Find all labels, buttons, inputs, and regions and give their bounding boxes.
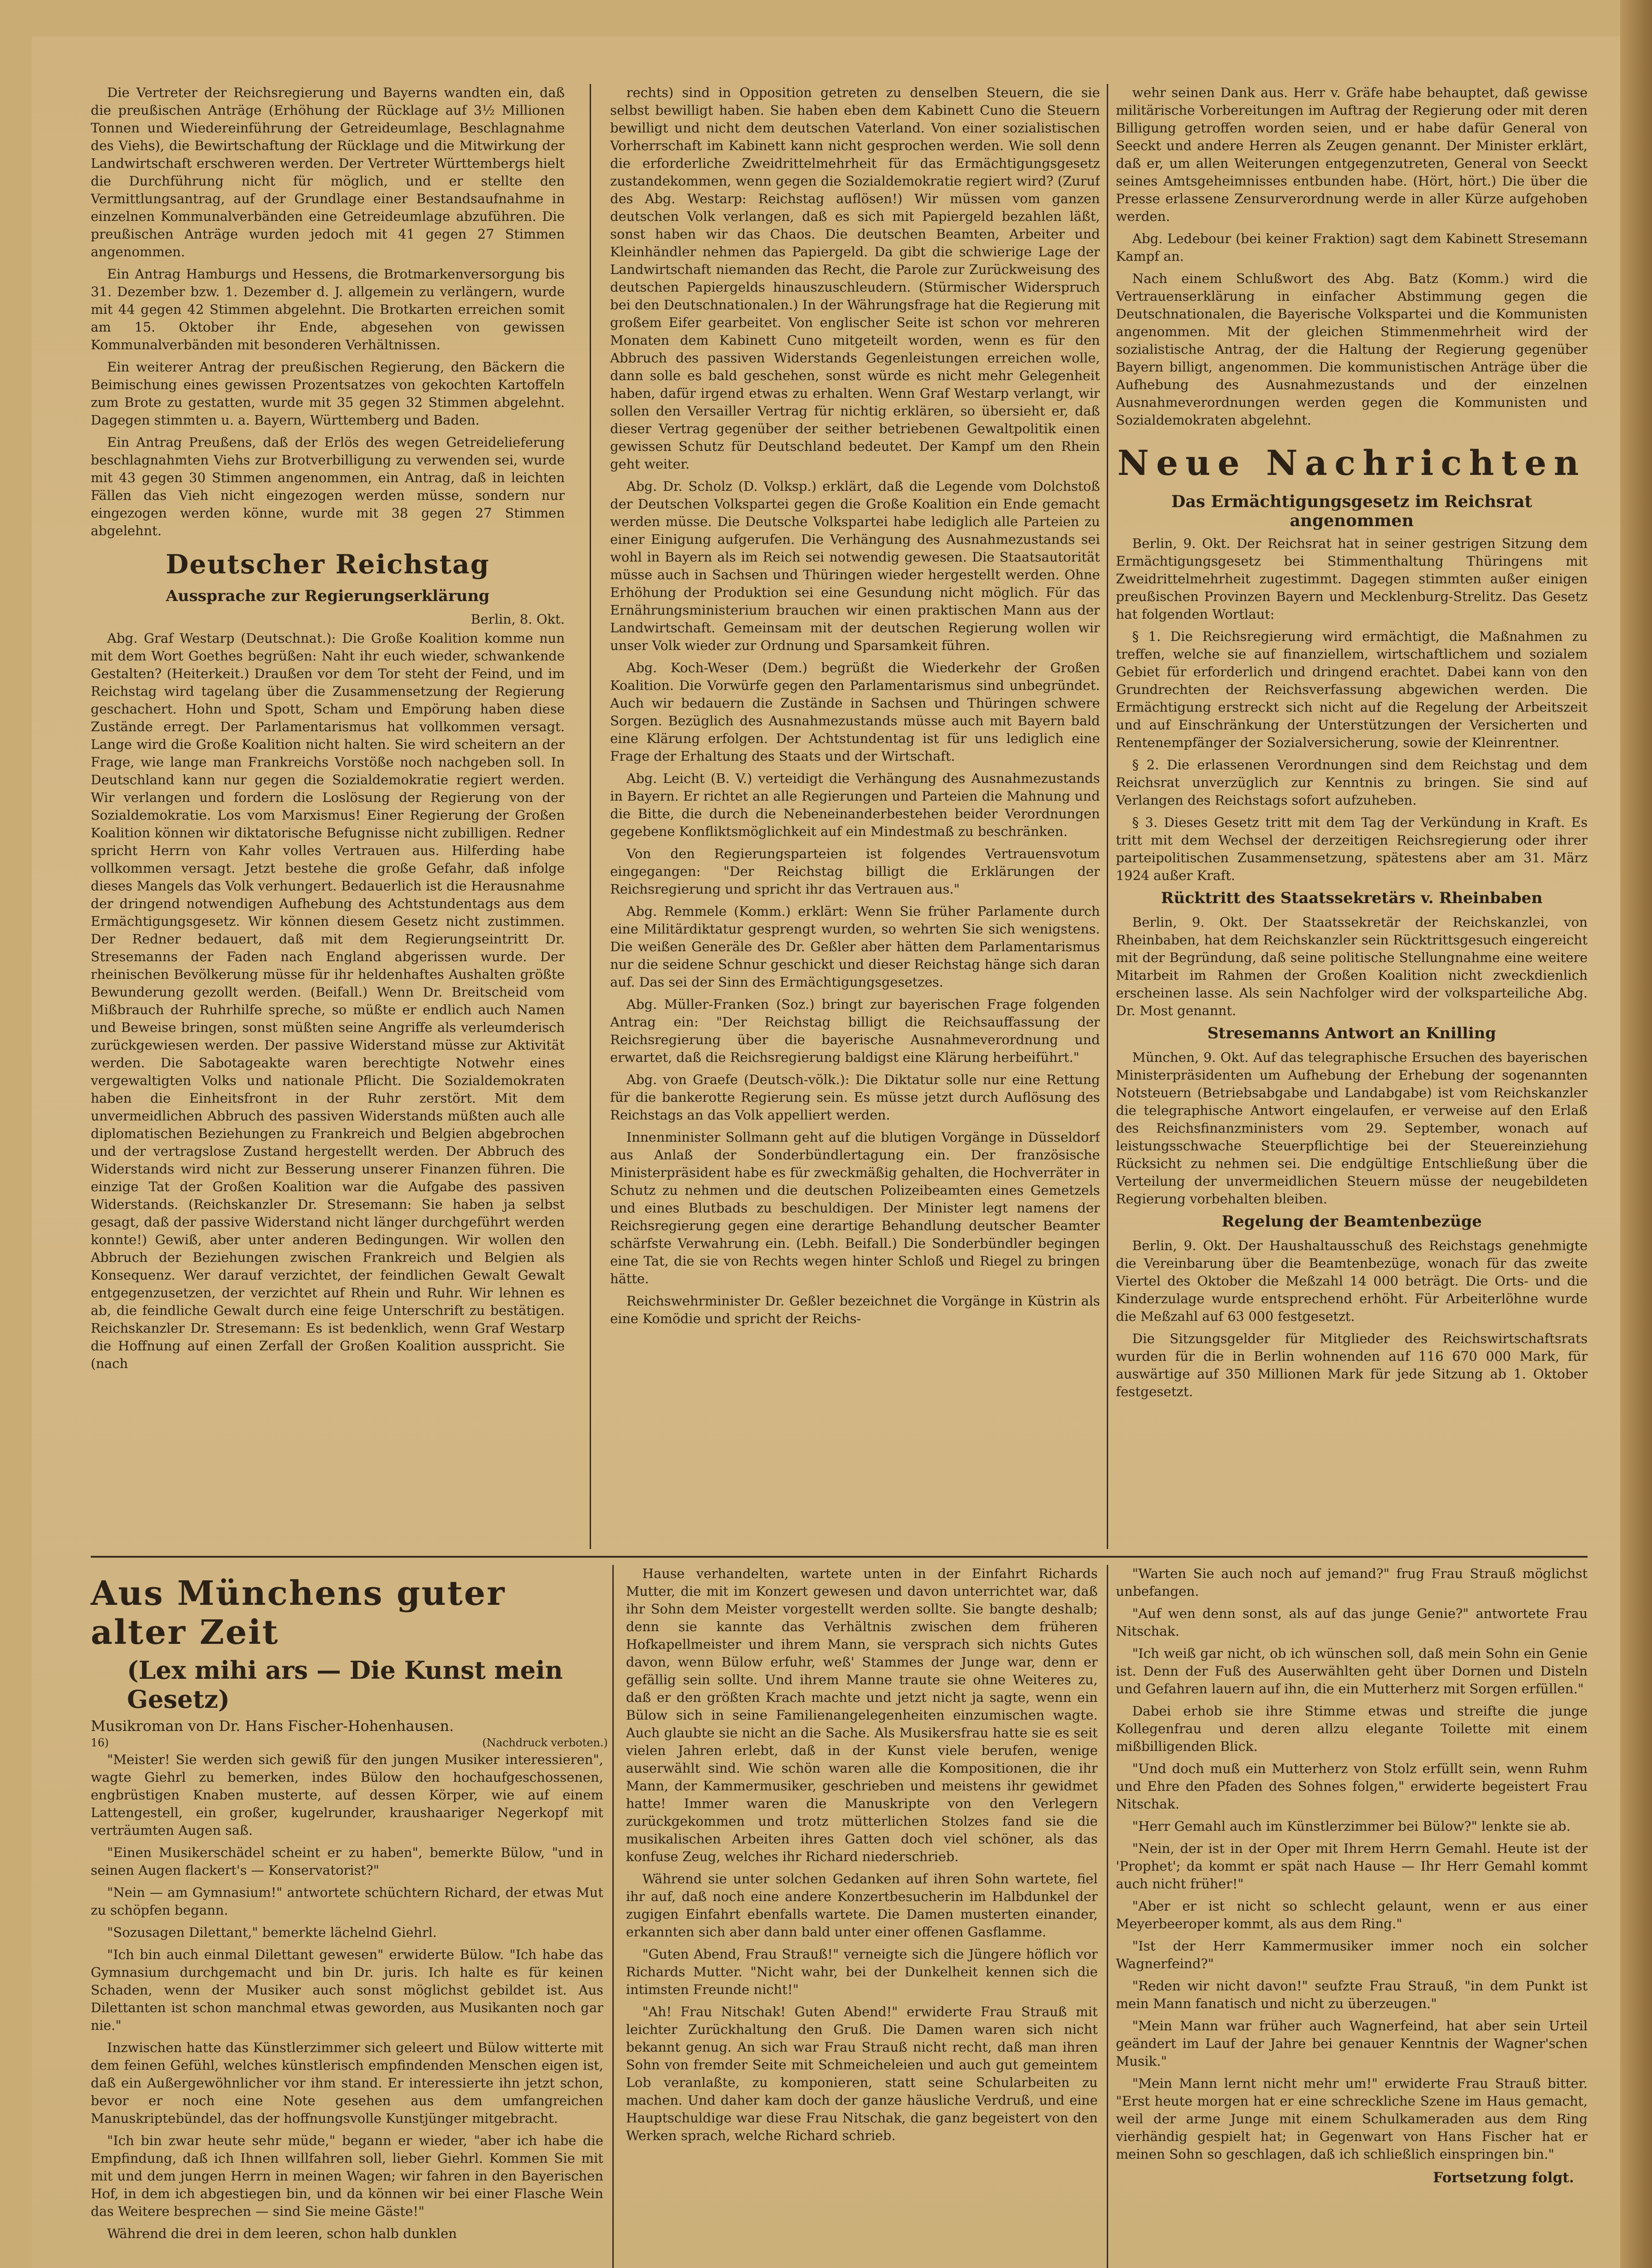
paragraph: § 2. Die erlassenen Verordnungen sind dem Reichstag und dem Reichsrat unverzüglich zur Kenntnis zu bringen. Sie sind auf Verlangen des Reichstags sofort aufzuheben. xyxy=(1116,757,1588,808)
paragraph: "Ah! Frau Nitschak! Guten Abend!" erwiderte Frau Strauß mit leichter Zurückhaltung den Gruß. Die Damen waren sich nicht bekannt genug. An sich war Frau Strauß nicht recht, daß man ihren Sohn von fremder Seite mit Schmeicheleien und auch gut gemeintem Lob veranlaßte, zu komponieren, statt seine Schularbeiten zu machen. Und daher kam doch der ganze häusliche Verdruß, und eine Hauptschuldige war diese Frau Nitschak, die ganz begeistert von den Werken sprach, welche Richard schrieb. xyxy=(626,2004,1098,2143)
paragraph: München, 9. Okt. Auf das telegraphische Ersuchen des bayerischen Ministerpräsidenten um Aufhebung der Erhebung der sogenannten Notsteuern (Betriebsabgabe und Landabgabe) ist vom Reichskanzler die telegraphische Antwort eingelaufen, er verweise auf den Erlaß des Reichsfinanzministers vom 29. September, wonach auf leistungsschwache Steuerpflichtige bei der Steuereinziehung Rücksicht zu nehmen sei. Die endgültige Entschließung über die Verteilung der unvermeidlichen Steuern müsse der neugebildeten Regierung vorbehalten bleiben. xyxy=(1116,1050,1588,1207)
paragraph: "Ich bin zwar heute sehr müde," begann er wieder, "aber ich habe die Empfindung, daß ich Ihnen willfahren soll, lieber Giehrl. Kommen Sie mit mit und dem jungen Herrn in meinen Wagen; wir fahren in den Bayerischen Hof, in dem ich abgestiegen bin, und da können wir bei einer Flasche Wein das Weitere besprechen — sind Sie meine Gäste!" xyxy=(91,2133,603,2219)
serial-meta xyxy=(91,1736,608,1749)
dateline: Berlin, 8. Okt. xyxy=(470,611,565,627)
paragraph: Nach einem Schlußwort des Abg. Batz (Komm.) wird die Vertrauenserklärung in einfacher Abstimmung gegen die Deutschnationalen, die Bayerische Volkspartei und die Kommunisten angenommen. Mit der gleichen Stimmenmehrheit wird der sozialistische Antrag, der die Haltung der Regierung gegenüber Bayern billigt, angenommen. Die kommunistischen Anträge über die Aufhebung des Ausnahmezustands und der einzelnen Ausnahmeverordnungen werden gegen die Kommunisten und Sozialdemokraten abgelehnt. xyxy=(1116,271,1588,428)
paragraph: Abg. Koch-Weser (Dem.) begrüßt die Wiederkehr der Großen Koalition. Die Vorwürfe gegen den Parlamentarismus sind unbegründet. Auch wir bedauern die Zustände in Sachsen und Thüringen schwere Sorgen. Bezüglich des Ausnahmezustands müsse auch mit Bayern bald eine Klärung erfolgen. Der Achtstundentag ist für uns lediglich eine Frage der Erhaltung des Staats und der Wirtschaft. xyxy=(610,660,1100,764)
paragraph: Berlin, 9. Okt. Der Staatssekretär der Reichskanzlei, von Rheinbaben, hat dem Reichskanzler sein Rücktrittsgesuch eingereicht mit der Begründung, daß seine politische Stellungnahme eine weitere Mitarbeit im Rahmen der Großen Koalition nicht zweckdienlich erscheinen lasse. Als sein Nachfolger wird der volksparteiliche Abg. Dr. Most genannt. xyxy=(1116,914,1588,1018)
column-1 xyxy=(91,84,565,1549)
serial-column-2 xyxy=(626,1565,1098,2268)
paragraph: Abg. Ledebour (bei keiner Fraktion) sagt dem Kabinett Stresemann Kampf an. xyxy=(1116,231,1588,264)
section-title-reichstag: Deutscher Reichstag xyxy=(166,549,490,580)
column-divider xyxy=(1107,1565,1108,2268)
paragraph: Ein Antrag Hamburgs und Hessens, die Brotmarkenversorgung bis 31. Dezember bzw. 1. Dezember d. J. allgemein zu verlängern, wurde mit 44 gegen 42 Stimmen abgelehnt. Die Brotkarten erreichen somit am 15. Oktober ihr Ende, abgesehen von gewissen Kommunalverbänden mit besonderen Verhältnissen. xyxy=(91,266,565,352)
copyright-note: (Nachdruck verboten.) xyxy=(482,1736,608,1749)
article-title: Das Ermächtigungsgesetz im Reichsrat angenommen xyxy=(1171,492,1532,530)
paragraph: "Einen Musikerschädel scheint er zu haben", bemerkte Bülow, "und in seinen Augen flackert's — Konservatorist?" xyxy=(91,1845,603,1878)
paragraph: "Aber er ist nicht so schlecht gelaunt, wenn er aus einer Meyerbeeroper kommt, als aus dem Ring." xyxy=(1116,1898,1588,1931)
continued-note: Fortsetzung folgt. xyxy=(1433,2170,1574,2186)
paragraph: Ein weiterer Antrag der preußischen Regierung, den Bäckern die Beimischung eines gewissen Prozentsatzes von gekochten Kartoffeln zum Brote zu gestatten, wurde mit 35 gegen 32 Stimmen abgelehnt. Dagegen stimmten u. a. Bayern, Württemberg und Baden. xyxy=(91,359,565,428)
paragraph: Reichswehrminister Dr. Geßler bezeichnet die Vorgänge in Küstrin als eine Komödie und spricht der Reichs- xyxy=(610,1293,1100,1326)
section-title-news: Neue Nachrichten xyxy=(1117,443,1586,483)
paragraph: Inzwischen hatte das Künstlerzimmer sich geleert und Bülow witterte mit dem feinen Gefühl, welches künstlerisch empfindenden Menschen eigen ist, daß ein Außergewöhnlicher vor ihm stand. Er interessierte ihn jetzt schon, bevor er noch eine Note gesehen aus dem umfangreichen Manuskriptebündel, das der hoffnungsvolle Kunstjünger mitgebracht. xyxy=(91,2040,603,2126)
paragraph: Hause verhandelten, wartete unten in der Einfahrt Richards Mutter, die mit im Konzert gewesen und davon unterrichtet war, daß ihr Sohn dem Meister vorgestellt werden sollte. Sie bangte deshalb; denn sie kannte das Verhältnis zwischen dem früheren Hofkapellmeister und ihrem Mann, sie versprach sich nichts Gutes davon, wenn Bülow erfuhr, weß' Stammes der Junge war, denn er gefällig sein sollte. Und ihrem Manne traute sie ohne Weiteres zu, daß er den größten Krach machte und jetzt nicht ja sagte, wenn ein Bülow sich in seine Familienangelegenheiten einzumischen wagte. Auch glaubte sie nicht an die Sache. Als Musikersfrau hatte sie es seit vielen Jahren erlebt, daß in der Kunst viele berufen, wenige auserwählt sind. Wie schön waren alle die Kompositionen, die ihr Mann, der Kammermusiker, geschrieben und meistens ihr gewidmet hatte! Immer waren die Manuskripte von den Verlegern zurückgekommen und trotz mütterlichen Stolzes fand sie die musikalischen Arbeiten ihres Gatten doch viel schöner, als das konfuse Zeug, welches ihr Richard niederschrieb. xyxy=(626,1566,1098,1864)
paragraph: wehr seinen Dank aus. Herr v. Gräfe habe behauptet, daß gewisse militärische Vorbereitungen im Auftrag der Regierung oder mit deren Billigung getroffen worden seien, und er habe dafür General von Seeckt und andere Herren als Zeugen genannt. Der Minister erklärt, daß er, um allen Weiterungen entgegenzutreten, General von Seeckt seines Amtsgeheimnisses entbunden habe. (Hört, hört.) Die über die Presse erlassene Zensurverordnung werde in aller Kürze aufgehoben werden. xyxy=(1116,85,1588,224)
paragraph: "Reden wir nicht davon!" seufzte Frau Strauß, "in dem Punkt ist mein Mann fanatisch und nicht zu überzeugen." xyxy=(1116,1978,1588,2011)
serial-number: 16) xyxy=(91,1736,109,1749)
serial-subtitle: (Lex mihi ars — Die Kunst mein Gesetz) xyxy=(127,1656,563,1714)
paragraph: Abg. Graf Westarp (Deutschnat.): Die Große Koalition komme nun mit dem Wort Goethes begrüßen: Naht ihr euch wieder, schwankende Gestalten? (Heiterkeit.) Draußen vor dem Tor steht der Feind, und im Reichstag wird tagelang über die Zusammensetzung der Regierung geschachert. Hohn und Spott, Scham und Empörung haben diese Zustände erregt. Der Parlamentarismus hat vollkommen versagt. Lange wird die Große Koalition nicht halten. Sie wird scheitern an der Frage, wie lange man Frankreichs Vorstöße noch nachgeben soll. In Deutschland kann nur gegen die Sozialdemokratie regiert werden. Wir verlangen und fordern die Loslösung der Regierung von der Sozialdemokratie. Los vom Marxismus! Einer Regierung der Großen Koalition können wir diktatorische Befugnisse nicht zubilligen. Redner spricht Herrn von Kahr volles Vertrauen aus. Hilferding habe vollkommen versagt. Jetzt bestehe die große Gefahr, daß infolge dieses Mangels das Volk verhungert. Bedauerlich ist die Herausnahme der dringend notwendigen Aufhebung des Achtstundentags aus dem Ermächtigungsgesetz. Wir können diesem Gesetz nicht zustimmen. Der Redner bedauert, daß mit dem Regierungseintritt Dr. Stresemanns der Faden nach England abgerissen wurde. Der rheinischen Bevölkerung müsse für ihr heldenhaftes Aushalten größte Bewunderung gezollt werden. (Beifall.) Wenn Dr. Breitscheid vom Mißbrauch der Ruhrhilfe spreche, so müßte er endlich auch Namen und Beweise bringen, sonst müßten seine Angriffe als verleumderisch zurückgewiesen werden. Der passive Widerstand müsse zur Aktivität werden. Die Sabotageakte waren berechtigte Notwehr eines vergewaltigten Volks und nationale Pflicht. Die Sozialdemokraten haben die Einheitsfront in der Ruhr zerstört. Mit dem unvermeidlichen Abbruch des passiven Widerstands müßten auch alle diplomatischen Beziehungen zu Frankreich und Belgien abgebrochen und der vertragslose Zustand hergestellt werden. Der Abbruch des Widerstands wird nicht zur Besserung unserer Finanzen führen. Die einzige Tat der Großen Koalition war die Aufgabe des passiven Widerstands. (Reichskanzler Dr. Stresemann: Sie haben ja selbst gesagt, daß der passive Widerstand nicht länger durchgeführt werden konnte!) Gewiß, aber unter anderen Bedingungen. Wir wollen den Abbruch der Beziehungen zwischen Frankreich und Belgien als Konsequenz. Wer darauf verzichtet, der feindlichen Gewalt Gewalt entgegenzusetzen, der verzichtet auf Rhein und Ruhr. Wir lehnen es ab, die feindliche Gewalt durch eine feige Unterschrift zu bestätigen. Reichskanzler Dr. Stresemann: Es ist bedenklich, wenn Graf Westarp die Hoffnung auf einen Zerfall der Großen Koalition ausspricht. Sie (nach xyxy=(91,631,565,1371)
serial-byline: Musikroman von Dr. Hans Fischer-Hohenhausen. xyxy=(91,1717,454,1735)
paragraph: "Nein, der ist in der Oper mit Ihrem Herrn Gemahl. Heute ist der 'Prophet'; da kommt er spät nach Hause — Ihr Herr Gemahl kommt auch nicht früher!" xyxy=(1116,1841,1588,1892)
paragraph: "Nein — am Gymnasium!" antwortete schüchtern Richard, der etwas Mut zu schöpfen begann. xyxy=(91,1885,603,1918)
serial-header xyxy=(91,1574,608,1753)
paragraph: Ein Antrag Preußens, daß der Erlös des wegen Getreidelieferung beschlagnahmten Viehs zur Brotverbilligung zu verwenden sei, wurde mit 43 gegen 30 Stimmen angenommen, ein Antrag, daß in leichten Fällen das Vieh nicht eingezogen werden müsse, sondern nur eingezogen werden könne, wurde mit 38 gegen 27 Stimmen abgelehnt. xyxy=(91,435,565,538)
paragraph: § 1. Die Reichsregierung wird ermächtigt, die Maßnahmen zu treffen, welche sie auf finanziellem, wirtschaftlichem und sozialem Gebiet für erforderlich und dringend erachtet. Dabei kann von den Grundrechten der Reichsverfassung abgewichen werden. Die Ermächtigung erstreckt sich nicht auf die Regelung der Arbeitszeit und auf Einschränkung der Unterstützungen der Versicherten und Rentenempfänger der Sozialversicherung, sowie der Kleinrentner. xyxy=(1116,629,1588,750)
paragraph: Berlin, 9. Okt. Der Haushaltausschuß des Reichstags genehmigte die Vereinbarung über die Beamtenbezüge, wonach für das zweite Viertel des Oktober die Meßzahl 14 000 beträgt. Die Orts- und die Kinderzulage wurde entsprechend erhöht. Für Arbeiterlöhne wurde die Meßzahl auf 63 000 festgesetzt. xyxy=(1116,1238,1588,1324)
paragraph: Während die drei in dem leeren, schon halb dunklen xyxy=(107,2226,457,2241)
article-title: Rücktritt des Staatssekretärs v. Rheinbaben xyxy=(1161,889,1543,907)
serial-title: Aus Münchens guter alter Zeit xyxy=(91,1574,506,1652)
page-edge-shadow xyxy=(1620,0,1652,2268)
paragraph: "Meister! Sie werden sich gewiß für den jungen Musiker interessieren", wagte Giehrl zu bemerken, indes Bülow den hochaufgeschossenen, engbrüstigen Knaben musterte, auf dessen Körper, wie auf einem Lattengestell, ein großer, kugelrunder, kraushaariger Negerkopf mit verträumten Augen saß. xyxy=(91,1752,603,1838)
paragraph: Abg. Dr. Scholz (D. Volksp.) erklärt, daß die Legende vom Dolchstoß der Deutschen Volkspartei gegen die Große Koalition ein Ende gemacht werden müsse. Die Deutsche Volkspartei habe lediglich alle Parteien zu einer Einigung aufgerufen. Die Verhängung des Ausnahmezustands sei wohl in Bayern als im Reich sei notwendig gewesen. Die Staatsautorität müsse auch in Sachsen und Thüringen wieder hergestellt werden. Ohne Erhöhung der Produktion sei eine Gesundung nicht möglich. Für das Ernährungsministerium brauchen wir einen praktischen Mann aus der Landwirtschaft. Gemeinsam mit der deutschen Regierung wollen wir unser Volk wieder zur Ordnung und Sparsamkeit führen. xyxy=(610,479,1100,653)
paragraph: Die Vertreter der Reichsregierung und Bayerns wandten ein, daß die preußischen Anträge (Erhöhung der Rücklage auf 3½ Millionen Tonnen und Wiedereinführung der Getreideumlage, Beschlagnahme des Viehs), die Bewirtschaftung der Rücklage und die Mitwirkung der Landwirtschaft erschweren werden. Der Vertreter Württembergs hielt die Durchführung nicht für möglich, und er stellte den Vermittlungsantrag, auf der Grundlage einer Bestandsaufnahme in einzelnen Kommunalverbänden eine Getreideumlage abzuführen. Die preußischen Anträge wurden jedoch mit 41 gegen 27 Stimmen angenommen. xyxy=(91,85,565,259)
column-divider xyxy=(1107,84,1108,1549)
paragraph: "Mein Mann war früher auch Wagnerfeind, hat aber sein Urteil geändert im Lauf der Jahre bei genauer Kenntnis der Wagner'schen Musik." xyxy=(1116,2018,1588,2069)
paragraph: "Ist der Herr Kammermusiker immer noch ein solcher Wagnerfeind?" xyxy=(1116,1938,1588,1971)
paragraph: Während sie unter solchen Gedanken auf ihren Sohn wartete, fiel ihr auf, daß noch eine andere Konzertbesucherin im Halbdunkel der zugigen Einfahrt ebenfalls wartete. Die Damen musterten einander, erkannten sich aber dann bald unter einer offenen Gasflamme. xyxy=(626,1871,1098,1940)
paragraph: Abg. Leicht (B. V.) verteidigt die Verhängung des Ausnahmezustands in Bayern. Er richtet an alle Regierungen und Parteien die Mahnung und die Bitte, die durch die Nebeneinanderbestehen beider Verordnungen gegebene Konfliktsmöglichkeit auf ein Mindestmaß zu beschränken. xyxy=(610,771,1100,839)
paragraph: "Warten Sie auch noch auf jemand?" frug Frau Strauß möglichst unbefangen. xyxy=(1116,1566,1588,1599)
paragraph: rechts) sind in Opposition getreten zu denselben Steuern, die sie selbst bewilligt haben. Sie haben eben dem Kabinett Cuno die Steuern bewilligt und nicht dem deutschen Vaterland. Von einer sozialistischen Vorherrschaft im Kabinett kann nicht gesprochen werden. Wie soll denn die erforderliche Zweidrittelmehrheit für das Ermächtigungsgesetz zustandekommen, wenn gegen die Sozialdemokratie regiert wird? (Zuruf des Abg. Westarp: Reichstag auflösen!) Wir müssen vom ganzen deutschen Volk verlangen, daß es sich mit Papiergeld bezahlen läßt, sonst haben wir das Chaos. Die deutschen Beamten, Arbeiter und Kleinhändler nehmen das Papiergeld. Da gibt die schwierige Lage der Landwirtschaft niemanden das Recht, die Parole zur Zurückweisung des deutschen Papiergelds hinauszuschleudern. (Stürmischer Widerspruch bei den Deutschnationalen.) In der Währungsfrage hat die Regierung mit großem Eifer gearbeitet. Von englischer Seite ist schon vor mehreren Monaten dem Kabinett Cuno mitgeteilt worden, wenn es für den Abbruch des passiven Widerstands Gegenleistungen erreichen wolle, dann solle es bald geschehen, sonst würde es nicht mehr Gelegenheit haben, dafür irgend etwas zu erhalten. Wenn Graf Westarp verlangt, wir sollen den Versailler Vertrag für nichtig erklären, so übersieht er, daß dieser Vertrag gegenüber der seither betriebenen Gewaltpolitik einen gewissen Schutz für Deutschland bedeutet. Der Kampf um den Rhein geht weiter. xyxy=(610,85,1100,472)
paragraph: "Und doch muß ein Mutterherz von Stolz erfüllt sein, wenn Ruhm und Ehre den Pfaden des Sohnes folgen," erwiderte begeistert Frau Nitschak. xyxy=(1116,1761,1588,1812)
paragraph: Innenminister Sollmann geht auf die blutigen Vorgänge in Düsseldorf aus Anlaß der Sonderbündlertagung ein. Der französische Ministerpräsident habe es für zweckmäßig gehalten, die Hochverräter in Schutz zu nehmen und die deutschen Polizeibeamten eines Gemetzels und eines Blutbads zu beschuldigen. Der Minister legt namens der Reichsregierung gegen eine derartige Behandlung deutscher Beamter schärfste Verwahrung ein. (Lebh. Beifall.) Die Sonderbündler begingen eine Tat, die sie von Rechts wegen hinter Schloß und Riegel zu bringen hätte. xyxy=(610,1129,1100,1286)
article-title: Regelung der Beamtenbezüge xyxy=(1222,1212,1482,1231)
column-3 xyxy=(1116,84,1588,1549)
article-title: Stresemanns Antwort an Knilling xyxy=(1207,1024,1496,1042)
column-divider xyxy=(612,1565,614,2268)
paragraph: Abg. von Graefe (Deutsch-völk.): Die Diktatur solle nur eine Rettung für die bankerotte Regierung sein. Es müsse jetzt durch Auflösung des Reichstags an das Volk appelliert werden. xyxy=(610,1072,1100,1123)
paragraph: "Ich bin auch einmal Dilettant gewesen" erwiderte Bülow. "Ich habe das Gymnasium durchgemacht und bin Dr. juris. Ich halte es für keinen Schaden, wenn der Musiker auch sonst möglichst gebildet ist. Aus Dilettanten ist schon manchmal etwas geworden, aus Musikanten noch gar nie." xyxy=(91,1947,603,2033)
grain-report xyxy=(91,84,565,540)
paragraph: Von den Regierungsparteien ist folgendes Vertrauensvotum eingegangen: "Der Reichstag billigt die Erklärungen der Reichsregierung und spricht ihr das Vertrauen aus." xyxy=(610,846,1100,897)
column-2 xyxy=(610,84,1100,1549)
paragraph: Die Sitzungsgelder für Mitglieder des Reichswirtschaftsrats wurden für die in Berlin wohnenden auf 116 670 000 Mark, für auswärtige auf 350 Millionen Mark für jede Sitzung ab 1. Oktober festgesetzt. xyxy=(1116,1331,1588,1399)
paragraph: Abg. Müller-Franken (Soz.) bringt zur bayerischen Frage folgenden Antrag ein: "Der Reichstag billigt die Reichsauffassung der Reichsregierung über die bayerische Ausnahmeverordnung und erwartet, daß die Reichsregierung baldigst eine Klärung herbeiführt." xyxy=(610,997,1100,1065)
paragraph: Abg. Remmele (Komm.) erklärt: Wenn Sie früher Parlamente durch eine Militärdiktatur gesprengt wurden, so wehrten Sie sich wenigstens. Die weißen Generäle des Dr. Geßler aber hätten dem Parlamentarismus nur die seidene Schnur geschickt und dieser Reichstag hänge sich daran auf. Das sei der Sinn des Ermächtigungsgesetzes. xyxy=(610,904,1100,990)
paragraph: "Guten Abend, Frau Strauß!" verneigte sich die Jüngere höflich vor Richards Mutter. "Nicht wahr, bei der Dunkelheit kennen sich die intimsten Freunde nicht!" xyxy=(626,1946,1098,1997)
section-subtitle: Aussprache zur Regierungserklärung xyxy=(166,587,490,605)
section-divider xyxy=(91,1556,1588,1558)
paragraph: "Mein Mann lernt nicht mehr um!" erwiderte Frau Strauß bitter. "Erst heute morgen hat er eine schreckliche Szene im Haus gemacht, weil der arme Junge mit einem Schulkameraden aus dem Ring vierhändig gespielt hat; in Gegenwart von Hans Fischer hat er meinen Sohn so geschlagen, daß ich schließlich einspringen bin." xyxy=(1116,2076,1588,2162)
paragraph: "Herr Gemahl auch im Künstlerzimmer bei Bülow?" lenkte sie ab. xyxy=(1132,1818,1571,1834)
serial-column-1 xyxy=(91,1751,603,2268)
column-divider xyxy=(590,84,591,1549)
paragraph: Berlin, 9. Okt. Der Reichsrat hat in seiner gestrigen Sitzung dem Ermächtigungsgesetz bei Stimmenthaltung Thüringens mit Zweidrittelmehrheit zugestimmt. Dagegen stimmten außer einigen preußischen Provinzen Bayern und Mecklenburg-Strelitz. Das Gesetz hat folgenden Wortlaut: xyxy=(1116,536,1588,622)
paragraph: Dabei erhob sie ihre Stimme etwas und streifte die junge Kollegenfrau und deren allzu elegante Toilette mit einem mißbilligenden Blick. xyxy=(1116,1703,1588,1754)
paragraph: § 3. Dieses Gesetz tritt mit dem Tag der Verkündung in Kraft. Es tritt mit dem Wechsel der derzeitigen Reichsregierung oder ihrer parteipolitischen Zusammensetzung, spätestens aber am 31. März 1924 außer Kraft. xyxy=(1116,815,1588,883)
paragraph: "Ich weiß gar nicht, ob ich wünschen soll, daß mein Sohn ein Genie ist. Denn der Fuß des Auserwählten geht über Dornen und Disteln und Gefahren lauern auf ihn, die ein Mutterherz mit Sorgen erfüllen." xyxy=(1116,1646,1588,1696)
serial-column-3 xyxy=(1116,1565,1588,2268)
paragraph: "Auf wen denn sonst, als auf das junge Genie?" antwortete Frau Nitschak. xyxy=(1116,1606,1588,1639)
paragraph: "Sozusagen Dilettant," bemerkte lächelnd Giehrl. xyxy=(107,1925,437,1940)
